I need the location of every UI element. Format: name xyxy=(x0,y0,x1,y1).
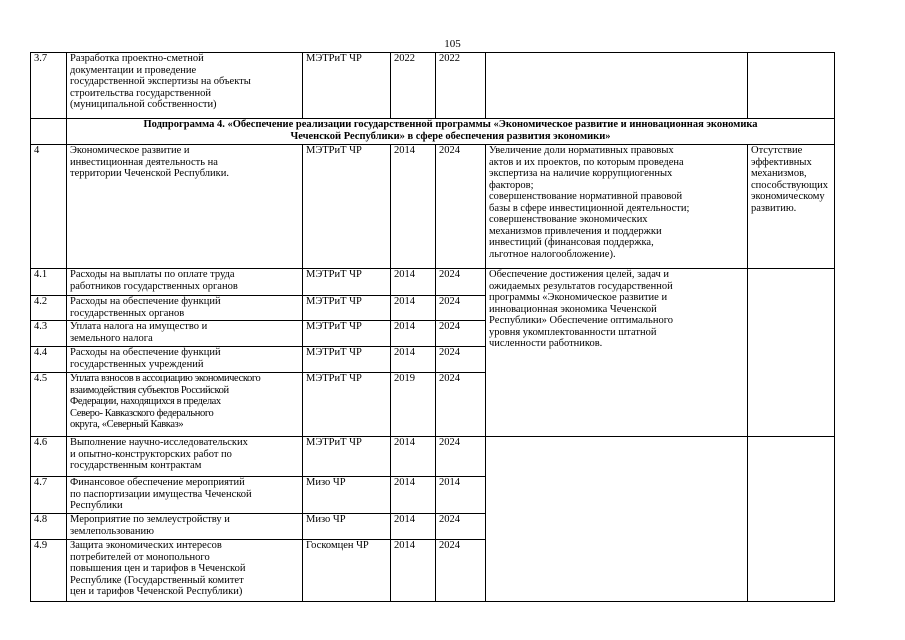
executor: Мизо ЧР xyxy=(303,477,391,514)
activity-name: Расходы на выплаты по оплате труда работников государственных органов xyxy=(67,269,303,296)
end-year: 2014 xyxy=(436,477,486,514)
row-number: 4.7 xyxy=(31,477,67,514)
end-year: 2024 xyxy=(436,145,486,269)
start-year: 2014 xyxy=(391,269,436,296)
expected-result xyxy=(486,53,748,119)
group-expected-result: Обеспечение достижения целей, задач и ожидаемых результатов государственной программы «Экономическое развитие и инновационная экономика Чеченской Республики» Обеспечение оптимального уровня укомплектованности штатной численности работников. xyxy=(486,269,748,437)
row-number: 4.3 xyxy=(31,321,67,347)
end-year: 2024 xyxy=(436,296,486,321)
subprogram-num-cell xyxy=(31,119,67,145)
start-year: 2014 xyxy=(391,437,436,477)
subprogram-title: Подпрограмма 4. «Обеспечение реализации государственной программы «Экономическое развитие и инновационная экономика Чеченской Республики» в сфере обеспечения развития экономики» xyxy=(67,119,835,145)
row-number: 4 xyxy=(31,145,67,269)
table-row xyxy=(31,145,835,269)
start-year: 2019 xyxy=(391,373,436,437)
row-number: 4.9 xyxy=(31,540,67,602)
start-year: 2014 xyxy=(391,145,436,269)
executor: МЭТРиТ ЧР xyxy=(303,53,391,119)
activity-name: Уплата налога на имущество и земельного налога xyxy=(67,321,303,347)
executor: Мизо ЧР xyxy=(303,514,391,540)
end-year: 2024 xyxy=(436,514,486,540)
group-consequence xyxy=(748,269,835,437)
row-number: 4.1 xyxy=(31,269,67,296)
row-number: 4.6 xyxy=(31,437,67,477)
activity-name: Экономическое развитие и инвестиционная деятельность на территории Чеченской Республики. xyxy=(67,145,303,269)
start-year: 2014 xyxy=(391,296,436,321)
row-number: 3.7 xyxy=(31,53,67,119)
start-year: 2014 xyxy=(391,514,436,540)
executor: МЭТРиТ ЧР xyxy=(303,296,391,321)
consequence: Отсутствие эффективных механизмов, способствующих экономическому развитию. xyxy=(748,145,835,269)
activity-name: Выполнение научно-исследовательских и опытно-конструкторских работ по государственным контрактам xyxy=(67,437,303,477)
group-consequence-empty xyxy=(748,437,835,602)
page-number: 105 xyxy=(444,38,461,50)
activity-name: Мероприятие по землеустройству и землепользованию xyxy=(67,514,303,540)
group-expected-result-empty xyxy=(486,437,748,602)
activity-name: Защита экономических интересов потребителей от монопольного повышения цен и тарифов в Чеченской Республике (Государственный комитет цен и тарифов Чеченской Республики) xyxy=(67,540,303,602)
row-number: 4.5 xyxy=(31,373,67,437)
consequence xyxy=(748,53,835,119)
end-year: 2024 xyxy=(436,347,486,373)
executor: МЭТРиТ ЧР xyxy=(303,321,391,347)
end-year: 2024 xyxy=(436,437,486,477)
table-row xyxy=(31,269,835,296)
end-year: 2024 xyxy=(436,373,486,437)
start-year: 2014 xyxy=(391,347,436,373)
activity-name: Расходы на обеспечение функций государственных учреждений xyxy=(67,347,303,373)
executor: Госкомцен ЧР xyxy=(303,540,391,602)
executor: МЭТРиТ ЧР xyxy=(303,145,391,269)
expected-result: Увеличение доли нормативных правовых актов и их проектов, по которым проведена экспертиза на наличие коррупциогенных факторов; совершенствование нормативной правовой базы в сфере инвестиционной деятельности; совершенствование экономических механизмов привлечения и поддержки инвестиций (финансовая поддержка, льготное налогообложение). xyxy=(486,145,748,269)
program-table xyxy=(30,52,835,602)
row-number: 4.4 xyxy=(31,347,67,373)
activity-name: Разработка проектно-сметной документации и проведение государственной экспертизы на объекты строительства государственной (муниципальной собственности) xyxy=(67,53,303,119)
activity-name: Уплата взносов в ассоциацию экономического взаимодействия субъектов Российской Федерации, находящихся в пределах Северо- Кавказского федерального округа, «Северный Кавказ» xyxy=(67,373,303,437)
activity-name: Финансовое обеспечение мероприятий по паспортизации имущества Чеченской Республики xyxy=(67,477,303,514)
executor: МЭТРиТ ЧР xyxy=(303,373,391,437)
executor: МЭТРиТ ЧР xyxy=(303,347,391,373)
end-year: 2024 xyxy=(436,269,486,296)
end-year: 2024 xyxy=(436,540,486,602)
row-number: 4.8 xyxy=(31,514,67,540)
end-year: 2022 xyxy=(436,53,486,119)
start-year: 2014 xyxy=(391,321,436,347)
activity-name: Расходы на обеспечение функций государственных органов xyxy=(67,296,303,321)
table-row xyxy=(31,437,835,477)
executor: МЭТРиТ ЧР xyxy=(303,269,391,296)
executor: МЭТРиТ ЧР xyxy=(303,437,391,477)
end-year: 2024 xyxy=(436,321,486,347)
start-year: 2014 xyxy=(391,477,436,514)
row-number: 4.2 xyxy=(31,296,67,321)
start-year: 2014 xyxy=(391,540,436,602)
table-row xyxy=(31,53,835,119)
subprogram-row xyxy=(31,119,835,145)
start-year: 2022 xyxy=(391,53,436,119)
